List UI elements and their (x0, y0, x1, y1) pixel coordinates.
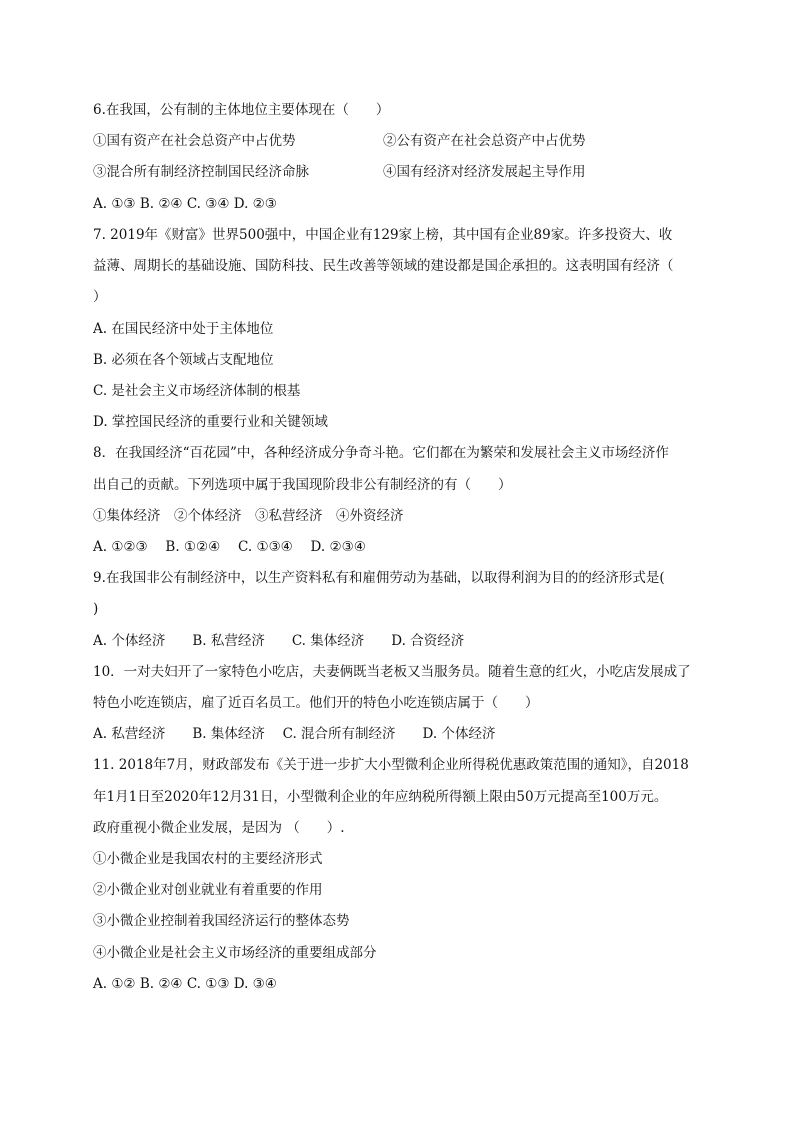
q7-option-c: C. 是社会主义市场经济体制的根基 (93, 383, 301, 399)
q7-stem-line-3: ） (93, 289, 107, 305)
q7-option-d: D. 掌控国民经济的重要行业和关键领域 (93, 414, 328, 430)
q10-stem-line-1: 10．一对夫妇开了一家特色小吃店，夫妻俩既当老板又当服务员。随着生意的红火，小吃店发展成了 (93, 664, 691, 680)
q6-option-3: ③混合所有制经济控制国民经济命脉 (93, 164, 309, 180)
q7-stem-line-1: 7. 2019年《财富》世界500强中，中国企业有129家上榜，其中国有企业89家。许多投资大、收 (93, 227, 673, 243)
q6-answer-choices: A. ①③ B. ②④ C. ③④ D. ②③ (93, 196, 277, 212)
q6-option-4: ④国有经济对经济发展起主导作用 (383, 164, 586, 180)
q8-answer-choices: A. ①②③ B. ①②④ C. ①③④ D. ②③④ (93, 539, 366, 555)
q7-option-b: B. 必须在各个领域占支配地位 (93, 352, 274, 368)
q10-answer-choices: A. 私营经济 B. 集体经济 C. 混合所有制经济 D. 个体经济 (93, 726, 496, 742)
q11-stem-line-2: 年1月1日至2020年12月31日，小型微利企业的年应纳税所得额上限由50万元提高至100万元。 (93, 789, 668, 805)
q8-items: ①集体经济 ②个体经济 ③私营经济 ④外资经济 (93, 508, 404, 524)
q7-stem-line-2: 益薄、周期长的基础设施、国防科技、民生改善等领域的建设都是国企承担的。这表明国有经济（ (93, 258, 674, 274)
q11-stem-line-1: 11. 2018年7月，财政部发布《关于进一步扩大小型微利企业所得税优惠政策范围的通知》，自2018 (93, 757, 689, 773)
q9-stem-line-2: ) (93, 601, 99, 617)
q8-stem-line-2: 出自己的贡献。下列选项中属于我国现阶段非公有制经济的有（ ） (93, 477, 512, 493)
q11-option-1: ①小微企业是我国农村的主要经济形式 (93, 851, 323, 867)
q10-stem-line-2: 特色小吃连锁店，雇了近百名员工。他们开的特色小吃连锁店属于（ ） (93, 695, 539, 711)
q11-option-2: ②小微企业对创业就业有着重要的作用 (93, 882, 323, 898)
q11-option-3: ③小微企业控制着我国经济运行的整体态势 (93, 913, 350, 929)
q9-answer-choices: A. 个体经济 B. 私营经济 C. 集体经济 D. 合资经济 (93, 633, 465, 649)
q7-option-a: A. 在国民经济中处于主体地位 (93, 321, 274, 337)
q6-stem: 6.在我国，公有制的主体地位主要体现在（ ） (93, 102, 390, 118)
q11-option-4: ④小微企业是社会主义市场经济的重要组成部分 (93, 945, 377, 961)
q11-stem-line-3: 政府重视小微企业发展，是因为 （ ）. (93, 820, 345, 836)
q6-option-2: ②公有资产在社会总资产中占优势 (383, 133, 586, 149)
q8-stem-line-1: 8．在我国经济“百花园”中，各种经济成分争奇斗艳。它们都在为繁荣和发展社会主义市场经济作 (93, 445, 669, 461)
q9-stem-line-1: 9.在我国非公有制经济中，以生产资料私有和雇佣劳动为基础，以取得利润为目的的经济形式是( (93, 570, 665, 586)
q11-answer-choices: A. ①② B. ②④ C. ①③ D. ③④ (93, 976, 277, 992)
q6-option-1: ①国有资产在社会总资产中占优势 (93, 133, 296, 149)
